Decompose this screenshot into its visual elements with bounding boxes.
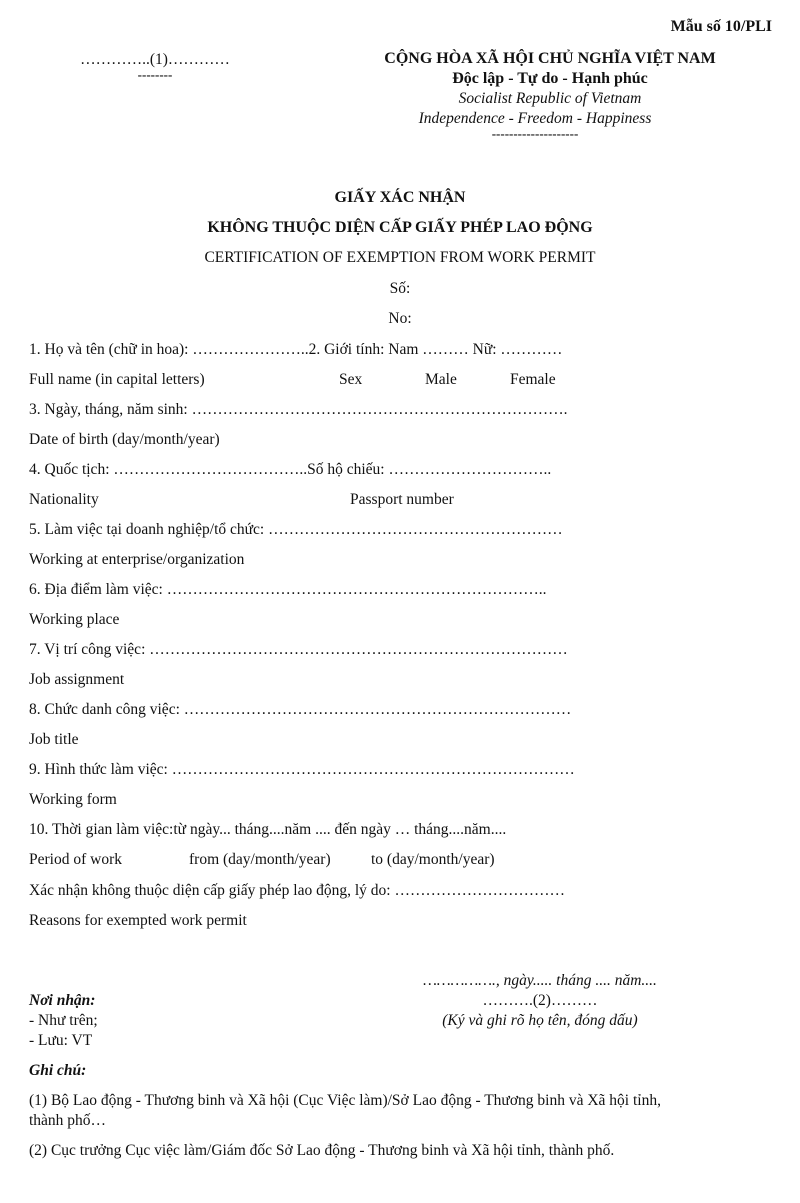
field-reason: Xác nhận không thuộc diện cấp giấy phép lao động, lý do: …………………………… [29,882,565,899]
national-motto: Độc lập - Tự do - Hạnh phúc [452,70,648,87]
number-label-vi: Số: [389,280,411,297]
title-line3: CERTIFICATION OF EXEMPTION FROM WORK PERMIT [204,249,596,266]
field-5-enterprise: 5. Làm việc tại doanh nghiệp/tổ chức: ………………………………………………… [29,521,563,538]
field-7-job-assignment: 7. Vị trí công việc: ……………………………………………………………………… [29,641,568,658]
field-4-nationality-passport: 4. Quốc tịch: ………………………………..Số hộ chiếu: ………………………….. [29,461,552,478]
recipient-item: - Lưu: VT [29,1032,93,1049]
field-10-period-en: Period of work [29,851,122,868]
issuer-rule: -------- [137,67,173,82]
field-4-nationality-en: Nationality [29,491,99,508]
field-2-male-en: Male [425,371,457,388]
field-10-period: 10. Thời gian làm việc:từ ngày... tháng....năm .... đến ngày … tháng....năm.... [29,821,507,838]
field-8-job-title-en: Job title [29,731,79,748]
national-motto-en: Independence - Freedom - Happiness [418,110,652,127]
field-9-working-form-en: Working form [29,791,117,808]
field-3-dob-en: Date of birth (day/month/year) [29,431,220,448]
field-5-enterprise-en: Working at enterprise/organization [29,551,245,568]
recipient-item: - Như trên; [29,1012,98,1029]
signature-instruction: (Ký và ghi rõ họ tên, đóng dấu) [442,1012,638,1029]
field-4-passport-en: Passport number [350,491,454,508]
note-1-line2: thành phố… [29,1112,107,1129]
title-line1: GIẤY XÁC NHẬN [334,189,466,206]
note-1-line1: (1) Bộ Lao động - Thương binh và Xã hội (Cục Việc làm)/Sở Lao động - Thương binh và Xã hội tỉnh, [29,1092,661,1109]
form-code: Mẫu số 10/PLI [670,18,772,35]
notes-label: Ghi chú: [29,1062,87,1079]
field-2-sex-en: Sex [339,371,363,388]
recipients-label: Nơi nhận: [29,992,96,1009]
field-8-job-title: 8. Chức danh công việc: ………………………………………………………………… [29,701,572,718]
field-1-name-sex: 1. Họ và tên (chữ in hoa): …………………..2. Giới tính: Nam ……… Nữ: ………… [29,341,563,358]
field-7-job-assignment-en: Job assignment [29,671,125,688]
number-label-en: No: [388,310,412,327]
field-2-female-en: Female [510,371,556,388]
signer-line: ……….(2)……… [482,992,598,1009]
field-9-working-form: 9. Hình thức làm việc: …………………………………………………………………… [29,761,575,778]
note-2: (2) Cục trưởng Cục việc làm/Giám đốc Sở Lao động - Thương binh và Xã hội tỉnh, thành phố. [29,1142,615,1159]
title-line2: KHÔNG THUỘC DIỆN CẤP GIẤY PHÉP LAO ĐỘNG [207,219,593,236]
field-1-name-en: Full name (in capital letters) [29,371,205,388]
field-10-from-en: from (day/month/year) [189,851,331,868]
country-name-en: Socialist Republic of Vietnam [458,90,642,107]
signature-date-line: ……………., ngày..... tháng .... năm.... [423,972,657,989]
country-name: CỘNG HÒA XÃ HỘI CHỦ NGHĨA VIỆT NAM [384,50,716,67]
field-6-working-place: 6. Địa điểm làm việc: ……………………………………………………………….. [29,581,547,598]
issuer-line: …………..(1)………… [80,51,230,68]
header-rule: -------------------- [491,126,579,141]
field-6-working-place-en: Working place [29,611,120,628]
field-10-to-en: to (day/month/year) [371,851,495,868]
field-3-dob: 3. Ngày, tháng, năm sinh: ………………………………………………………………. [29,401,568,418]
field-reason-en: Reasons for exempted work permit [29,912,247,929]
